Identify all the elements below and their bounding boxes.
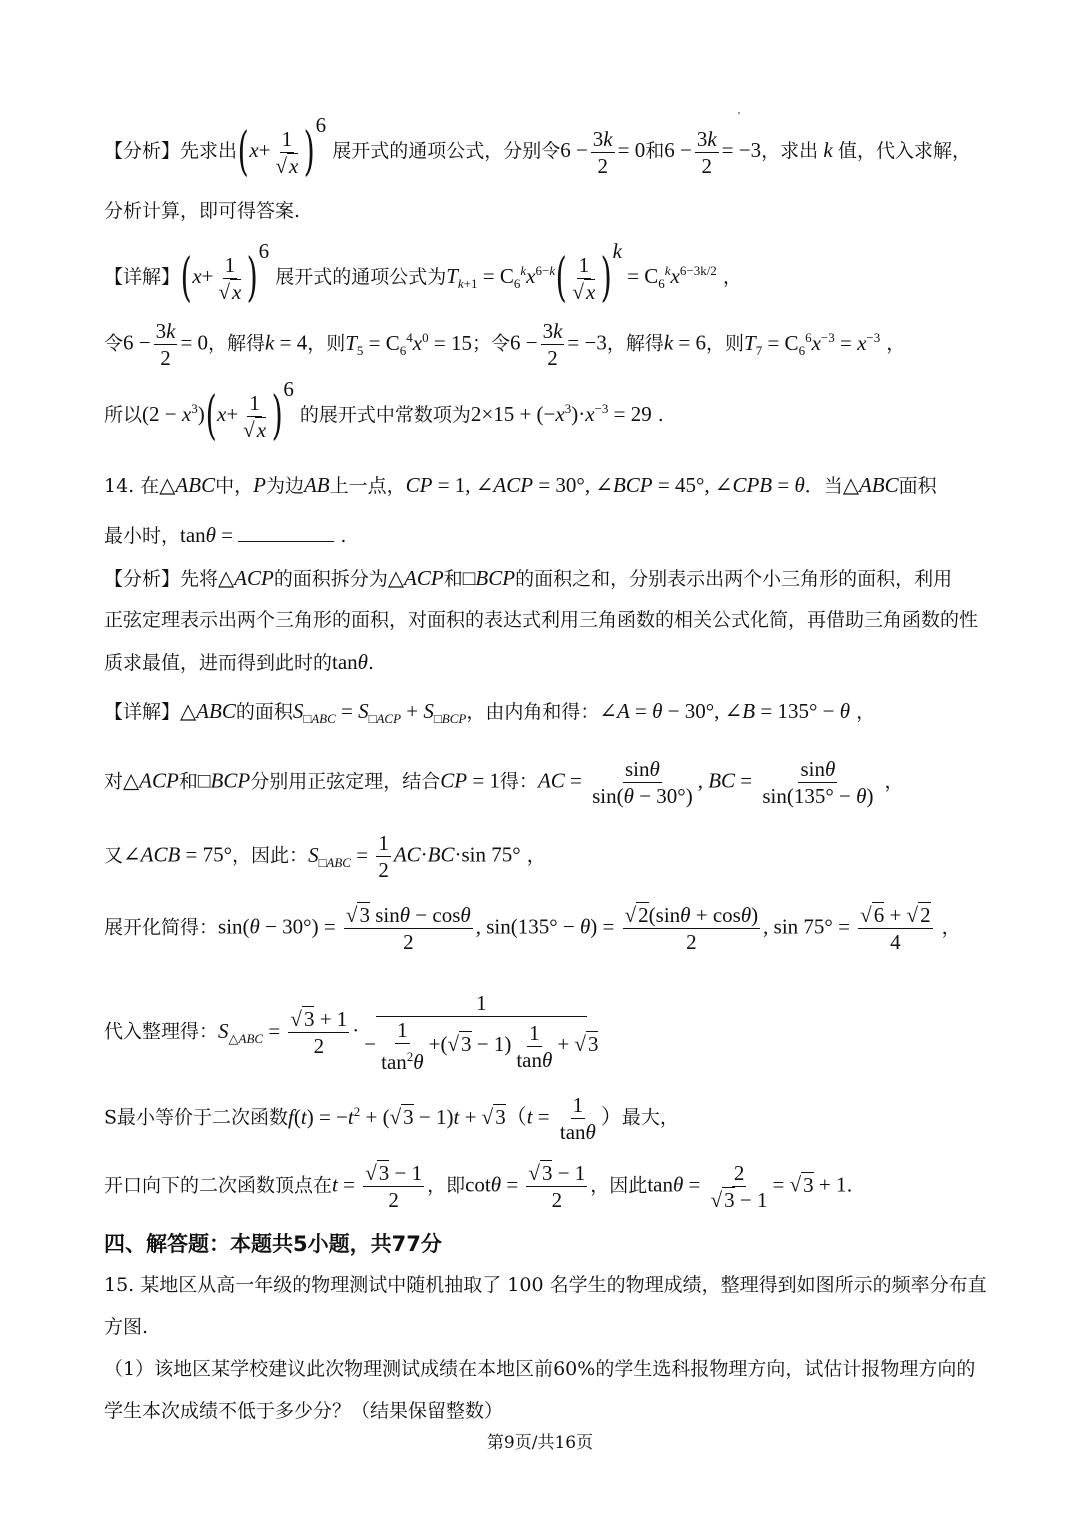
- question-15-line-4: 学生本次成绩不低于多少分？（结果保留整数）: [104, 1400, 504, 1422]
- text: 展开式的通项公式为: [275, 266, 447, 288]
- paren-right: ): [303, 122, 316, 182]
- paren-left: (: [237, 122, 249, 182]
- detail-line-3: 所以$(2 - x^3)(x+$ $\frac{1}{√x}$ )$^6$ 的展开式中常数项为$2\times 15 + (-x^3)\cdot x^{-3} = 29$ .: [104, 376, 664, 446]
- detail-14-line-1: 【详解】△ABC的面积$S_{□ABC} = S_{□ACP} + S_{□BCP}$，由内角和得：∠A = θ − 30°, ∠B = 135° − θ ，: [104, 699, 876, 727]
- text: 和: [645, 140, 665, 162]
- question-15-line-3: （1）该地区某学校建议此次物理测试成绩在本地区前60%的学生选科报物理方向，试估计报物理方向的: [104, 1358, 976, 1380]
- analysis-14-line-1: 【分析】先将△ACP的面积拆分为△ACP和□BCP的面积之和，分别表示出两个小三角形的面积，利用: [104, 566, 953, 590]
- analysis-line-1: 【分析】先求出(x+ $\frac{1}{√x}$ )$^6$ 展开式的通项公式，分别令6 − $\frac{3k}{2}$ = 0和6 − $\frac{3k}{2}$ = −3，求出 k 值，代入求解，: [104, 112, 971, 182]
- text: 【详解】: [104, 266, 181, 288]
- fraction: $\frac{3k}{2}$: [592, 126, 613, 178]
- fraction: $\frac{1}{√x}$: [275, 126, 299, 178]
- text: 【分析】先求出: [104, 140, 238, 162]
- detail-14-line-4: 展开化简得：sin(θ − 30°) = $\frac{√3 \sin\theta - \cos\theta}{2}$ , sin(135° − θ) = $\frac{√2(\sin\theta + \cos\theta)}{2}$ , sin 75° = $\frac{√6 + √2}{4}$ ，: [104, 903, 961, 954]
- detail-14-line-6: S最小等价于二次函数$f(t) = -t^2 + (√3 - 1)t + √3(t$ = $\frac{1}{\tan\theta}$ ）最大，: [104, 1093, 679, 1144]
- question-15-line-1: 15. 某地区从高一年级的物理测试中随机抽取了 100 名学生的物理成绩，整理得到如图所示的频率分布直: [104, 1274, 987, 1296]
- detail-line-1: 【详解】(x+ $\frac{1}{√x}$ )$^6$ 展开式的通项公式为$T_{k+1} = C_6^kx^{6-k}$( $\frac{1}{√x}$ )$^k = C_6^kx^{6-3k/2}$ ，: [104, 238, 742, 308]
- analysis-14-line-2: 正弦定理表示出两个三角形的面积，对面积的表达式利用三角函数的相关公式化简，再借助三角函数的性: [104, 609, 979, 631]
- section-heading-4: 四、解答题：本题共5小题，共77分: [104, 1232, 442, 1256]
- text: ，求出: [761, 140, 819, 162]
- analysis-14-line-3: 质求最值，进而得到此时的tanθ.: [104, 650, 375, 674]
- analysis-line-2: 分析计算，即可得答案.: [104, 200, 301, 222]
- question-15-line-2: 方图.: [104, 1316, 149, 1338]
- detail-14-line-7: 开口向下的二次函数顶点在t = $\frac{√3 - 1}{2}$ ，即cotθ = $\frac{√3 - 1}{2}$ ，因此tanθ = $\frac{2}{√3 - 1}$ = √3 + 1.: [104, 1161, 853, 1212]
- page-footer: 第9页/共16页: [486, 1433, 594, 1453]
- text: 展开式的通项公式，分别令: [332, 140, 561, 162]
- fraction: $\frac{3k}{2}$: [696, 126, 717, 178]
- scan-speck: [738, 112, 740, 114]
- detail-line-2: 令6 − $\frac{3k}{2}$ = 0，解得k = 4，则$T_5 = C_6^4x^0 = 15$；令6 − $\frac{3k}{2}$ = −3，解得k = 6，则$T_7 = C_6^6x^{-3} = x^{-3}$ ，: [104, 319, 906, 370]
- detail-14-line-5: 代入整理得：$S_{\triangle ABC}$ = $\frac{√3 + 1}{2}$ · 1 − $\frac{1}{\tan^2\theta}$ +(√3 − 1) $\frac{1}{\tan\theta}$ + √3: [104, 991, 599, 1074]
- answer-blank: [238, 541, 334, 542]
- text: 值，代入求解，: [837, 140, 971, 162]
- detail-14-line-3: 又∠ACB = 75°，因此：$S_{□ABC}$ = $\frac{1}{2}$ AC·BC·sin 75° ，: [104, 831, 546, 882]
- detail-14-line-2: 对△ACP和□BCP分别用正弦定理，结合CP = 1得：AC = $\frac{\sin\theta}{\sin(\theta - 30^\circ)}$ , BC = $\frac{\sin\theta}{\sin(135^\circ - \theta)}$ ，: [104, 757, 904, 808]
- question-14-line-2: 最小时，tanθ = .: [104, 523, 347, 547]
- question-14-line-1: 14. 在△ABC中，P为边AB上一点，CP = 1, ∠ACP = 30°, ∠BCP = 45°, ∠CPB = θ．当△ABC面积: [104, 473, 937, 497]
